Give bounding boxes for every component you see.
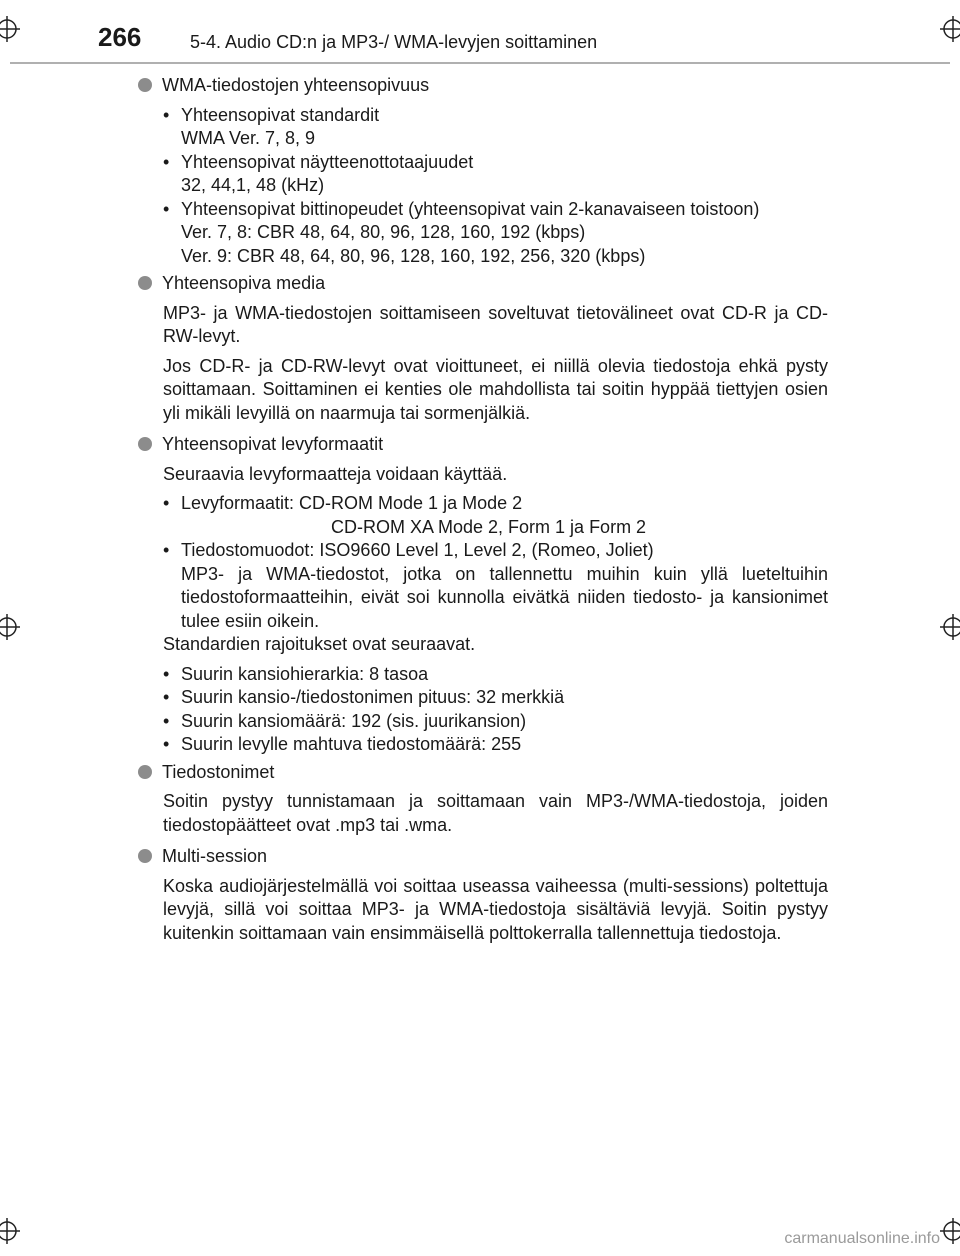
paragraph: Koska audiojärjestelmällä voi soittaa useassa vaiheessa (multi-sessions) poltettuja levyjä, sillä voi soittaa MP3- ja WMA-tiedostoja sisältäviä levyjä. Soitin pystyy kuitenkin soittamaan vain ensimmäisellä polttokerralla tallennettuja tiedostoja. [163, 875, 828, 943]
limits-list [138, 663, 828, 757]
list-item: • Yhteensopivat bittinopeudet (yhteensopivat vain 2-kanavaiseen toistoon) Ver. 7, 8: CBR 48, 64, 80, 96, 128, 160, 192 (kbps) Ver. 9: CBR 48, 64, 80, 96, 128, 160, 192, 256, 320 (kbps) [163, 198, 828, 269]
registration-mark-icon [0, 614, 20, 640]
paragraph: Seuraavia levyformaatteja voidaan käyttää. [163, 463, 508, 484]
wma-spec-list [138, 104, 828, 269]
section-title: 5-4. Audio CD:n ja MP3-/ WMA-levyjen soittaminen [190, 32, 598, 52]
list-item: • Levyformaatit: CD-ROM Mode 1 ja Mode 2 CD-ROM XA Mode 2, Form 1 ja Form 2 [163, 492, 828, 539]
list-item: • Tiedostomuodot: ISO9660 Level 1, Level 2, (Romeo, Joliet) MP3- ja WMA-tiedostot, jotka on tallennettu muihin kuin yllä lueteltuihin tiedostoformaatteihin, eivät soi kunnolla eivätkä niiden tiedosto- ja kansionimet tulee esiin oikein. [163, 539, 828, 633]
heading-wma-compatibility: WMA-tiedostojen yhteensopivuus [138, 74, 828, 98]
list-item: • Suurin kansiomäärä: 192 (sis. juurikansion) [163, 710, 828, 734]
page-number: 266 [98, 22, 142, 52]
paragraph: Jos CD-R- ja CD-RW-levyt ovat vioittuneet, ei niillä olevia tiedostoja ehkä pysty soittamaan. Soittaminen ei kenties ole mahdollista tai soitin hyppää tiettyjen osien yli mikäli levyillä on naarmuja tai sormenjälkiä. [163, 355, 828, 423]
heading-compatible-media: Yhteensopiva media [138, 272, 828, 296]
bullet-dot-icon [138, 849, 152, 863]
list-item: • Suurin kansio-/tiedostonimen pituus: 32 merkkiä [163, 686, 828, 710]
watermark: carmanualsonline.info [784, 1230, 940, 1247]
page-header [0, 0, 960, 66]
paragraph: Standardien rajoitukset ovat seuraavat. [163, 634, 476, 654]
registration-mark-icon [0, 1218, 20, 1244]
list-item: • Yhteensopivat standardit WMA Ver. 7, 8, 9 [163, 104, 828, 151]
bullet-dot-icon [138, 765, 152, 779]
format-list [138, 492, 828, 633]
heading-file-names: Tiedostonimet [138, 761, 828, 785]
header-divider [10, 62, 950, 64]
list-item: • Suurin levylle mahtuva tiedostomäärä: 255 [163, 733, 828, 757]
paragraph: MP3- ja WMA-tiedostojen soittamiseen soveltuvat tietovälineet ovat CD-R ja CD-RW-levyt. [163, 302, 828, 346]
heading-multi-session: Multi-session [138, 845, 828, 869]
heading-compatible-formats: Yhteensopivat levyformaatit [138, 433, 828, 457]
list-item: • Suurin kansiohierarkia: 8 tasoa [163, 663, 828, 687]
bullet-dot-icon [138, 437, 152, 451]
registration-mark-icon [940, 614, 960, 640]
list-item: • Yhteensopivat näytteenottotaajuudet 32, 44,1, 48 (kHz) [163, 151, 828, 198]
paragraph: Soitin pystyy tunnistamaan ja soittamaan vain MP3-/WMA-tiedostoja, joiden tiedostopäätteet ovat .mp3 tai .wma. [163, 791, 828, 835]
registration-mark-icon [940, 1218, 960, 1244]
page-content [138, 72, 828, 945]
bullet-dot-icon [138, 276, 152, 290]
bullet-dot-icon [138, 78, 152, 92]
